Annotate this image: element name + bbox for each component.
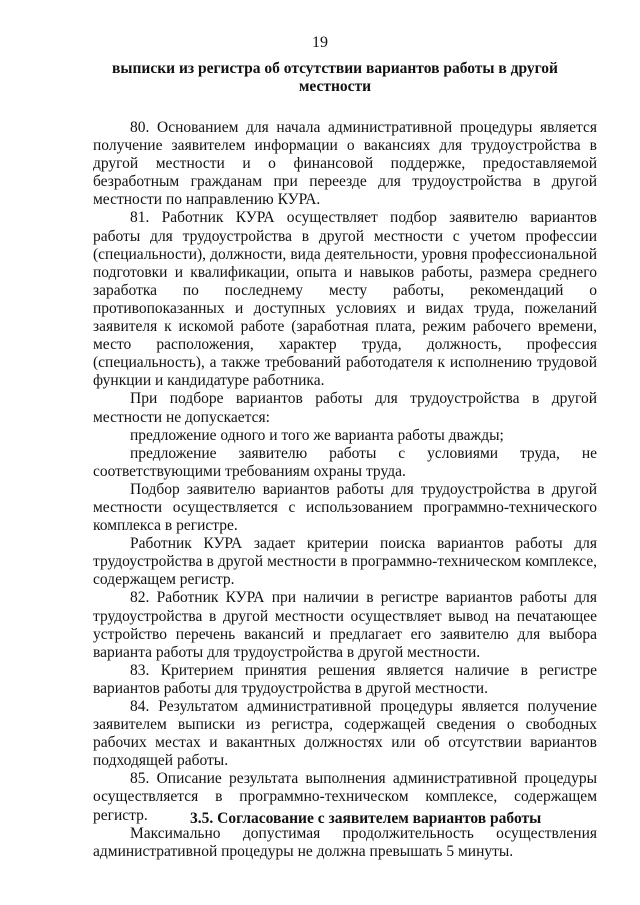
paragraph-search-criteria: Работник КУРА задает критерии поиска вариантов работы для трудоустройства в другой местности в программно-техническом комплексе, содержащем регистр. bbox=[93, 535, 597, 589]
paragraph-85: 85. Описание результата выполнения административной процедуры осуществляется в программно-техническом комплексе, содержащем регистр. bbox=[93, 770, 597, 824]
paragraph-82: 82. Работник КУРА при наличии в регистре вариантов работы для трудоустройства в другой местности осуществляет вывод на печатающее устройство перечень вакансий и предлагает его заявителю для выбора варианта работы для трудоустройства в другой местности. bbox=[93, 589, 597, 661]
paragraph-restriction-1: предложение одного и того же варианта работы дважды; bbox=[130, 426, 504, 444]
subsection-title: 3.5. Согласование с заявителем вариантов работы bbox=[190, 810, 542, 827]
section-heading: выписки из регистра об отсутствии вариантов работы в другой местности bbox=[112, 60, 558, 95]
page-number: 19 bbox=[312, 34, 328, 51]
document-body bbox=[93, 119, 597, 861]
paragraph-selection-method: Подбор заявителю вариантов работы для трудоустройства в другой местности осуществляется с использованием программно-технического комплекса в регистре. bbox=[93, 480, 597, 535]
paragraph-84: 84. Результатом административной процедуры является получение заявителем выписки из регистра, содержащей сведения о свободных рабочих местах и вакантных должностях или об отсутствии вариантов подходящей работы. bbox=[93, 698, 597, 770]
paragraph-restriction-2: предложение заявителю работы с условиями труда, не соответствующими требованиям охраны труда. bbox=[93, 444, 597, 480]
paragraph-81: 81. Работник КУРА осуществляет подбор заявителю вариантов работы для трудоустройства в другой местности с учетом профессии (специальности), должности, вида деятельности, уровня профессиональной подготовки и квалификации, опыта и навыков работы, размера среднего заработка по последнему месту работы, рекомендаций о противопоказанных и доступных условиях и видах труда, пожеланий заявителя к искомой работе (заработная плата, режим рабочего времени, место расположения, характер труда, должность, профессия (специальность), а также требований работодателя к исполнению трудовой функции и кандидатуре работника. bbox=[93, 209, 597, 390]
paragraph-selection-restrictions: При подборе вариантов работы для трудоустройства в другой местности не допускается: bbox=[93, 390, 597, 426]
paragraph-max-duration: Максимально допустимая продолжительность осуществления административной процедуры не должна превышать 5 минуты. bbox=[93, 824, 597, 860]
paragraph-83: 83. Критерием принятия решения является наличие в регистре вариантов работы для трудоустройства в другой местности. bbox=[93, 661, 597, 697]
paragraph-80: 80. Основанием для начала административной процедуры является получение заявителем информации о вакансиях для трудоустройства в другой местности и о финансовой поддержке, предоставляемой безработным гражданам при переезде для трудоустройства в другой местности по направлению КУРА. bbox=[93, 119, 597, 209]
